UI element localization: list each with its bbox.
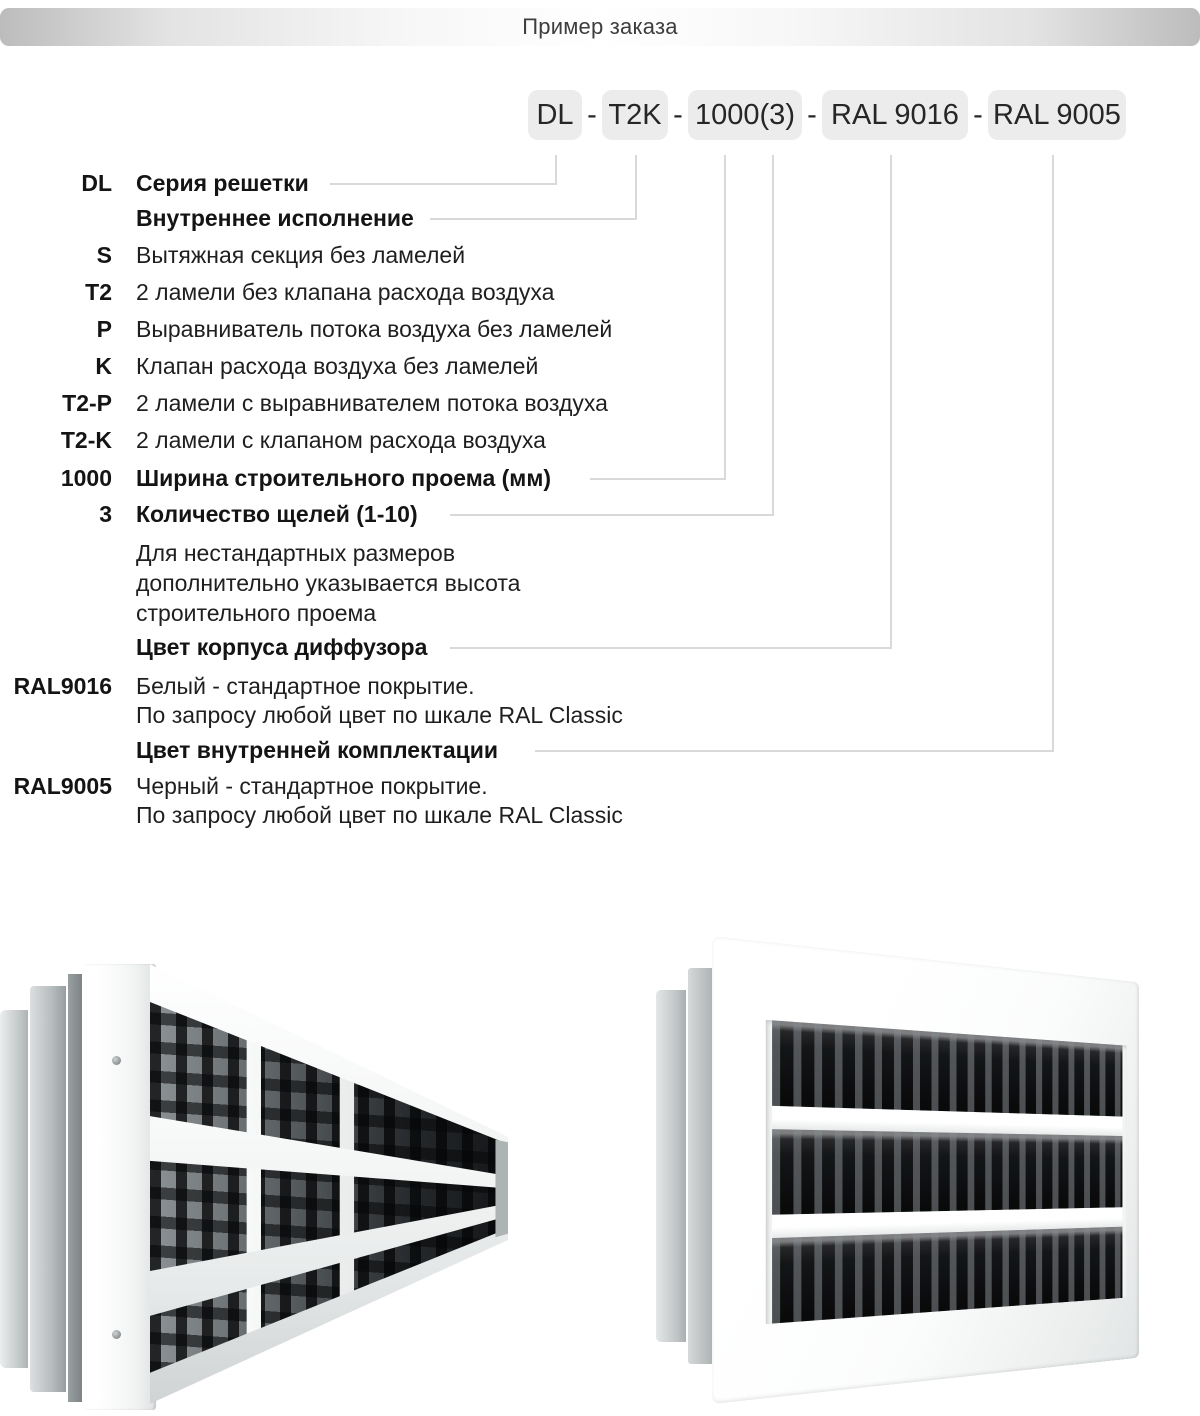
order-segment-size: 1000(3) — [688, 90, 802, 140]
row-text: 2 ламели с клапаном расхода воздуха — [136, 427, 546, 453]
legend-row — [0, 425, 546, 455]
section-title: Цвет корпуса диффузора — [136, 634, 428, 660]
order-code — [528, 90, 1126, 140]
section-title: Цвет внутренней комплектации — [136, 737, 499, 763]
screw-icon — [112, 1056, 121, 1065]
code-separator: - — [973, 98, 983, 131]
row-text: Черный - стандартное покрытие. По запросу любой цвет по шкале RAL Classic — [136, 773, 623, 828]
order-segment-series: DL — [528, 90, 582, 140]
grille-face — [712, 936, 1139, 1404]
note-text: Для нестандартных размеров дополнительно указывается высота строительного проема — [136, 540, 521, 626]
row-code: T2 — [85, 279, 112, 305]
perforated-slot — [772, 1129, 1122, 1215]
legend-row — [0, 203, 414, 233]
row-text: Серия решетки — [136, 170, 309, 196]
row-code: T2-P — [62, 390, 112, 416]
legend-row-ral9005 — [0, 772, 623, 830]
legend-row — [0, 499, 418, 529]
legend-section-inner-color — [0, 735, 498, 765]
row-text: Количество щелей (1-10) — [136, 501, 418, 527]
row-text: 2 ламели без клапана расхода воздуха — [136, 279, 555, 305]
row-text: Внутреннее исполнение — [136, 205, 414, 231]
header-bar — [0, 8, 1200, 46]
screw-icon — [112, 1330, 121, 1339]
row-code: K — [95, 353, 112, 379]
row-text: Вытяжная секция без ламелей — [136, 242, 466, 268]
legend-section-body-color — [0, 632, 427, 662]
legend-row — [0, 240, 465, 270]
order-segment-internal: T2K — [602, 90, 668, 140]
flange-plate — [0, 1010, 28, 1368]
row-code: 1000 — [60, 465, 112, 491]
flange-edge — [68, 974, 82, 1402]
product-image-left — [0, 958, 512, 1410]
row-code: P — [96, 316, 112, 342]
row-text: Белый - стандартное покрытие. По запросу любой цвет по шкале RAL Classic — [136, 673, 623, 728]
row-code: 3 — [99, 501, 112, 527]
legend-row — [0, 388, 608, 418]
frame-end-cap — [84, 964, 156, 1410]
connector-line-inner-color — [535, 155, 1054, 752]
order-segment-body-color: RAL 9016 — [822, 90, 968, 140]
legend-note — [0, 538, 520, 628]
legend-row — [0, 351, 538, 381]
code-separator: - — [673, 98, 683, 131]
row-code: S — [96, 242, 112, 268]
row-text: Ширина строительного проема (мм) — [136, 465, 551, 491]
row-code: DL — [81, 170, 112, 196]
row-text: Клапан расхода воздуха без ламелей — [136, 353, 539, 379]
legend-row — [0, 168, 309, 198]
order-segment-inner-color: RAL 9005 — [988, 90, 1126, 140]
code-separator: - — [807, 98, 817, 131]
row-text: 2 ламели с выравнивателем потока воздуха — [136, 390, 608, 416]
page-title: Пример заказа — [522, 14, 678, 39]
flange-plate — [30, 986, 66, 1392]
legend-row — [0, 463, 551, 493]
grille-body — [150, 962, 508, 1406]
flange-plate — [656, 990, 686, 1342]
row-text: Выравниватель потока воздуха без ламелей — [136, 316, 613, 342]
legend-row — [0, 314, 612, 344]
grille-recess — [766, 1020, 1127, 1324]
row-code: T2-K — [60, 427, 112, 453]
row-code — [0, 203, 112, 233]
product-image-right — [650, 932, 1162, 1410]
row-code: RAL9016 — [13, 673, 112, 699]
legend-row — [0, 277, 554, 307]
code-separator: - — [587, 98, 597, 131]
row-code: RAL9005 — [13, 773, 112, 799]
legend-row-ral9016 — [0, 672, 623, 730]
